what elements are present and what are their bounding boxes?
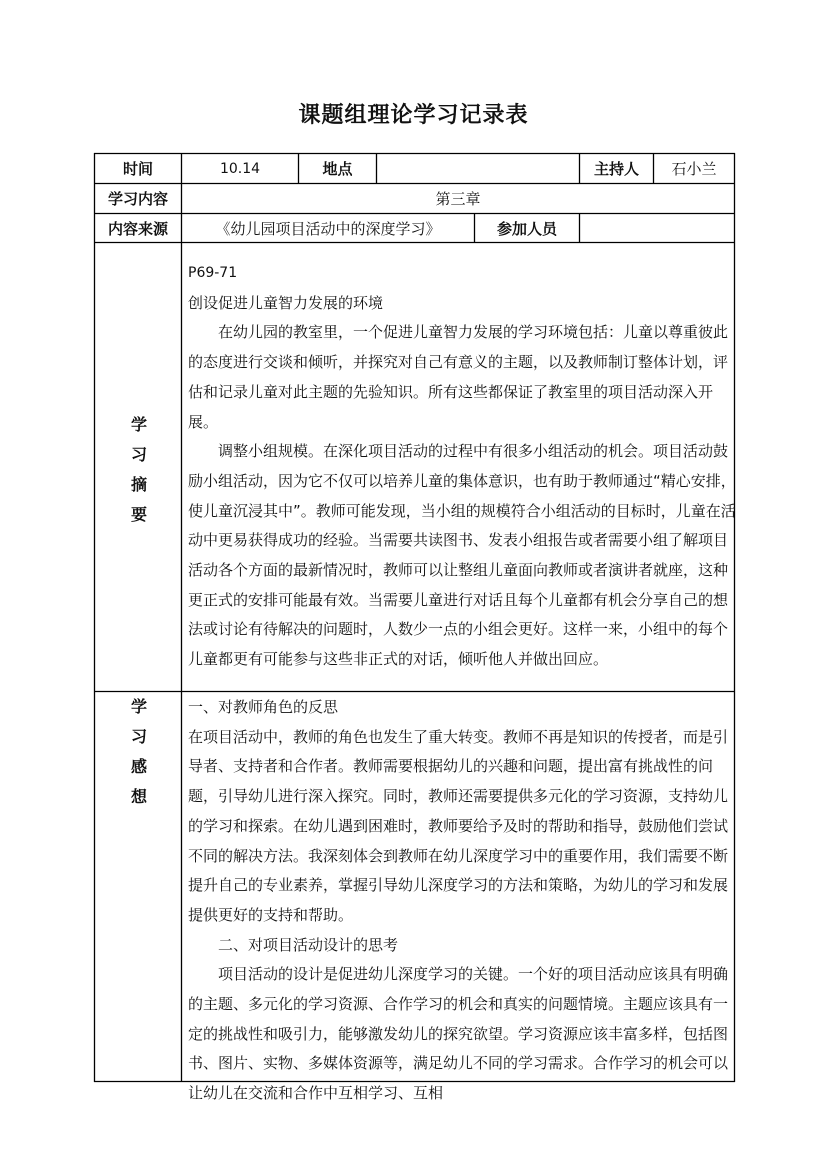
time-label: 时间 [122, 160, 153, 178]
host-label: 主持人 [593, 160, 639, 178]
reflection-text-1: 在项目活动中，教师的角色也发生了重大转变。教师不再是知识的传授者，而是引导者、支持者和合作者。教师需要根据幼儿的兴趣和问题，提出富有挑战性的问题，引导幼儿进行深入探究。同时，教师还需要提供多元化的学习资源，支持幼儿的学习和探索。在幼儿遇到困难时，教师要给予及时的帮助和指导，鼓励他们尝试不同的解决方法。我深刻体会到教师在幼儿深度学习中的重要作用，我们需要不断提升自己的专业素养，掌握引导幼儿深度学习的方法和策略，为幼儿的学习和发展提供更好的支持和帮助。 [188, 727, 729, 924]
reflection-heading-2: 二、对项目活动设计的思考 [218, 935, 399, 954]
reflection-label-char: 想 [130, 787, 147, 806]
place-label: 地点 [322, 160, 353, 178]
summary-label-char: 摘 [130, 475, 147, 494]
summary-heading: 创设促进儿童智力发展的环境 [188, 293, 384, 312]
source-value: 《幼儿园项目活动中的深度学习》 [215, 219, 441, 238]
source-label: 内容来源 [107, 219, 168, 238]
place-value [377, 154, 579, 183]
document-title: 课题组理论学习记录表 [298, 102, 529, 128]
reflection-label-char: 学 [130, 697, 147, 716]
reflection-body [188, 693, 736, 1103]
summary-label-char: 要 [130, 505, 147, 524]
host-value: 石小兰 [671, 160, 717, 178]
content-label: 学习内容 [107, 190, 168, 208]
summary-paragraph: 调整小组规模。在深化项目活动的过程中有很多小组活动的机会。项目活动鼓励小组活动，因为它不仅可以培养儿童的集体意识，也有助于教师通过“精心安排，使儿童沉浸其中”。教师可能发现，当小组的规模符合小组活动的目标时，儿童在活动中更易获得成功的经验。当需要共读图书、发表小组报告或者需要小组了解项目活动各个方面的最新情况时，教师可以让整组儿童面向教师或者演讲者就座，这种更正式的安排可能最有效。当需要儿童进行对话且每个儿童都有机会分享自己的想法或讨论有待解决的问题时，人数少一点的小组会更好。这样一来，小组中的每个儿童都更有可能参与这些非正式的对话，倾听他人并做出回应。 [188, 442, 736, 669]
summary-pages: P69-71 [188, 265, 238, 281]
summary-label-char: 学 [130, 415, 147, 434]
reflection-label-char: 习 [130, 727, 147, 746]
time-value: 10.14 [219, 160, 261, 177]
participants-value [580, 214, 734, 242]
summary-body [188, 259, 736, 675]
reflection-text-2: 项目活动的设计是促进幼儿深度学习的关键。一个好的项目活动应该具有明确的主题、多元化的学习资源、合作学习的机会和真实的问题情境。主题应该具有一定的挑战性和吸引力，能够激发幼儿的探究欲望。学习资源应该丰富多样，包括图书、图片、实物、多媒体资源等，满足幼儿不同的学习需求。合作学习的机会可以让幼儿在交流和合作中互相学习、互相 [188, 965, 729, 1103]
content-value: 第三章 [435, 190, 481, 208]
summary-label-char: 习 [130, 445, 147, 464]
summary-paragraph: 在幼儿园的教室里，一个促进儿童智力发展的学习环境包括：儿童以尊重彼此的态度进行交谈和倾听，并探究对自己有意义的主题，以及教师制订整体计划，评估和记录儿童对此主题的先验知识。所有这些都保证了教室里的项目活动深入开展。 [188, 323, 729, 431]
reflection-label [95, 692, 183, 812]
participants-label: 参加人员 [496, 219, 557, 238]
reflection-label-char: 感 [130, 757, 147, 776]
summary-label [95, 410, 183, 530]
reflection-heading-1: 一、对教师角色的反思 [188, 698, 339, 716]
